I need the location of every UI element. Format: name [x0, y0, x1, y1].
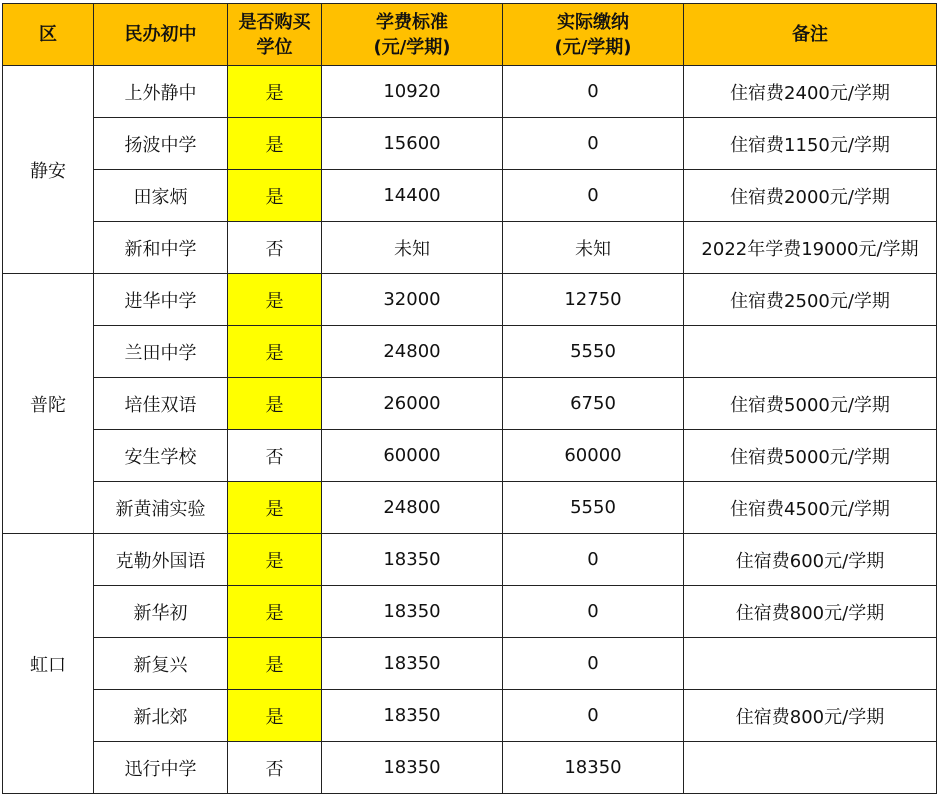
- header-row: [3, 4, 937, 66]
- table-row: [3, 742, 937, 794]
- table-header: [3, 4, 937, 66]
- header-paid-line1: 实际缴纳: [557, 11, 629, 33]
- school-cell: 新华初: [94, 586, 228, 638]
- buy-seat-cell: 是: [228, 586, 322, 638]
- header-note: 备注: [684, 4, 937, 66]
- note-cell: 2022年学费19000元/学期: [684, 222, 937, 274]
- paid-cell: 0: [503, 170, 684, 222]
- header-school: 民办初中: [94, 4, 228, 66]
- school-cell: 田家炳: [94, 170, 228, 222]
- buy-seat-cell: 是: [228, 326, 322, 378]
- district-cell: 静安: [3, 66, 94, 274]
- note-cell: 住宿费4500元/学期: [684, 482, 937, 534]
- school-cell: 上外静中: [94, 66, 228, 118]
- tuition-cell: 32000: [322, 274, 503, 326]
- paid-cell: 0: [503, 690, 684, 742]
- tuition-cell: 18350: [322, 742, 503, 794]
- school-cell: 克勒外国语: [94, 534, 228, 586]
- school-cell: 兰田中学: [94, 326, 228, 378]
- school-cell: 扬波中学: [94, 118, 228, 170]
- tuition-cell: 未知: [322, 222, 503, 274]
- table-row: [3, 66, 937, 118]
- buy-seat-cell: 是: [228, 482, 322, 534]
- paid-cell: 5550: [503, 326, 684, 378]
- school-cell: 新北郊: [94, 690, 228, 742]
- district-cell: 虹口: [3, 534, 94, 794]
- buy-seat-cell: 否: [228, 430, 322, 482]
- note-cell: 住宿费5000元/学期: [684, 430, 937, 482]
- table-row: [3, 274, 937, 326]
- header-tuition-line2: (元/学期): [373, 36, 451, 58]
- note-cell: [684, 742, 937, 794]
- paid-cell: 0: [503, 118, 684, 170]
- table-row: [3, 430, 937, 482]
- buy-seat-cell: 是: [228, 170, 322, 222]
- header-tuition: [322, 4, 503, 66]
- tuition-cell: 14400: [322, 170, 503, 222]
- table-row: [3, 222, 937, 274]
- buy-seat-cell: 是: [228, 690, 322, 742]
- note-cell: 住宿费5000元/学期: [684, 378, 937, 430]
- tuition-cell: 26000: [322, 378, 503, 430]
- tuition-cell: 24800: [322, 326, 503, 378]
- note-cell: 住宿费1150元/学期: [684, 118, 937, 170]
- table-row: [3, 326, 937, 378]
- note-cell: [684, 638, 937, 690]
- buy-seat-cell: 否: [228, 222, 322, 274]
- school-cell: 进华中学: [94, 274, 228, 326]
- table-row: [3, 118, 937, 170]
- paid-cell: 0: [503, 638, 684, 690]
- tuition-cell: 18350: [322, 534, 503, 586]
- school-cell: 迅行中学: [94, 742, 228, 794]
- tuition-cell: 24800: [322, 482, 503, 534]
- tuition-table: [2, 3, 937, 794]
- buy-seat-cell: 是: [228, 534, 322, 586]
- note-cell: 住宿费600元/学期: [684, 534, 937, 586]
- paid-cell: 0: [503, 66, 684, 118]
- tuition-cell: 18350: [322, 638, 503, 690]
- paid-cell: 6750: [503, 378, 684, 430]
- tuition-cell: 18350: [322, 690, 503, 742]
- buy-seat-cell: 是: [228, 118, 322, 170]
- school-cell: 新复兴: [94, 638, 228, 690]
- note-cell: 住宿费2400元/学期: [684, 66, 937, 118]
- buy-seat-cell: 是: [228, 274, 322, 326]
- paid-cell: 未知: [503, 222, 684, 274]
- tuition-cell: 10920: [322, 66, 503, 118]
- table-row: [3, 690, 937, 742]
- note-cell: 住宿费2500元/学期: [684, 274, 937, 326]
- paid-cell: 5550: [503, 482, 684, 534]
- school-cell: 新黄浦实验: [94, 482, 228, 534]
- buy-seat-cell: 是: [228, 638, 322, 690]
- header-paid: [503, 4, 684, 66]
- district-cell: 普陀: [3, 274, 94, 534]
- header-buy-seat-line2: 学位: [256, 36, 293, 58]
- note-cell: [684, 326, 937, 378]
- paid-cell: 0: [503, 586, 684, 638]
- paid-cell: 18350: [503, 742, 684, 794]
- table-row: [3, 482, 937, 534]
- buy-seat-cell: 否: [228, 742, 322, 794]
- table-row: [3, 638, 937, 690]
- paid-cell: 0: [503, 534, 684, 586]
- tuition-cell: 18350: [322, 586, 503, 638]
- table-row: [3, 170, 937, 222]
- header-paid-line2: (元/学期): [554, 36, 632, 58]
- table-body: [3, 66, 937, 794]
- note-cell: 住宿费800元/学期: [684, 690, 937, 742]
- buy-seat-cell: 是: [228, 66, 322, 118]
- school-cell: 培佳双语: [94, 378, 228, 430]
- paid-cell: 60000: [503, 430, 684, 482]
- table-row: [3, 586, 937, 638]
- buy-seat-cell: 是: [228, 378, 322, 430]
- header-tuition-line1: 学费标准: [376, 11, 448, 33]
- tuition-cell: 60000: [322, 430, 503, 482]
- note-cell: 住宿费800元/学期: [684, 586, 937, 638]
- table-row: [3, 534, 937, 586]
- school-cell: 安生学校: [94, 430, 228, 482]
- paid-cell: 12750: [503, 274, 684, 326]
- header-buy-seat-line1: 是否购买: [238, 11, 311, 33]
- table-row: [3, 378, 937, 430]
- tuition-cell: 15600: [322, 118, 503, 170]
- header-buy-seat: [228, 4, 322, 66]
- school-cell: 新和中学: [94, 222, 228, 274]
- note-cell: 住宿费2000元/学期: [684, 170, 937, 222]
- header-district: 区: [3, 4, 94, 66]
